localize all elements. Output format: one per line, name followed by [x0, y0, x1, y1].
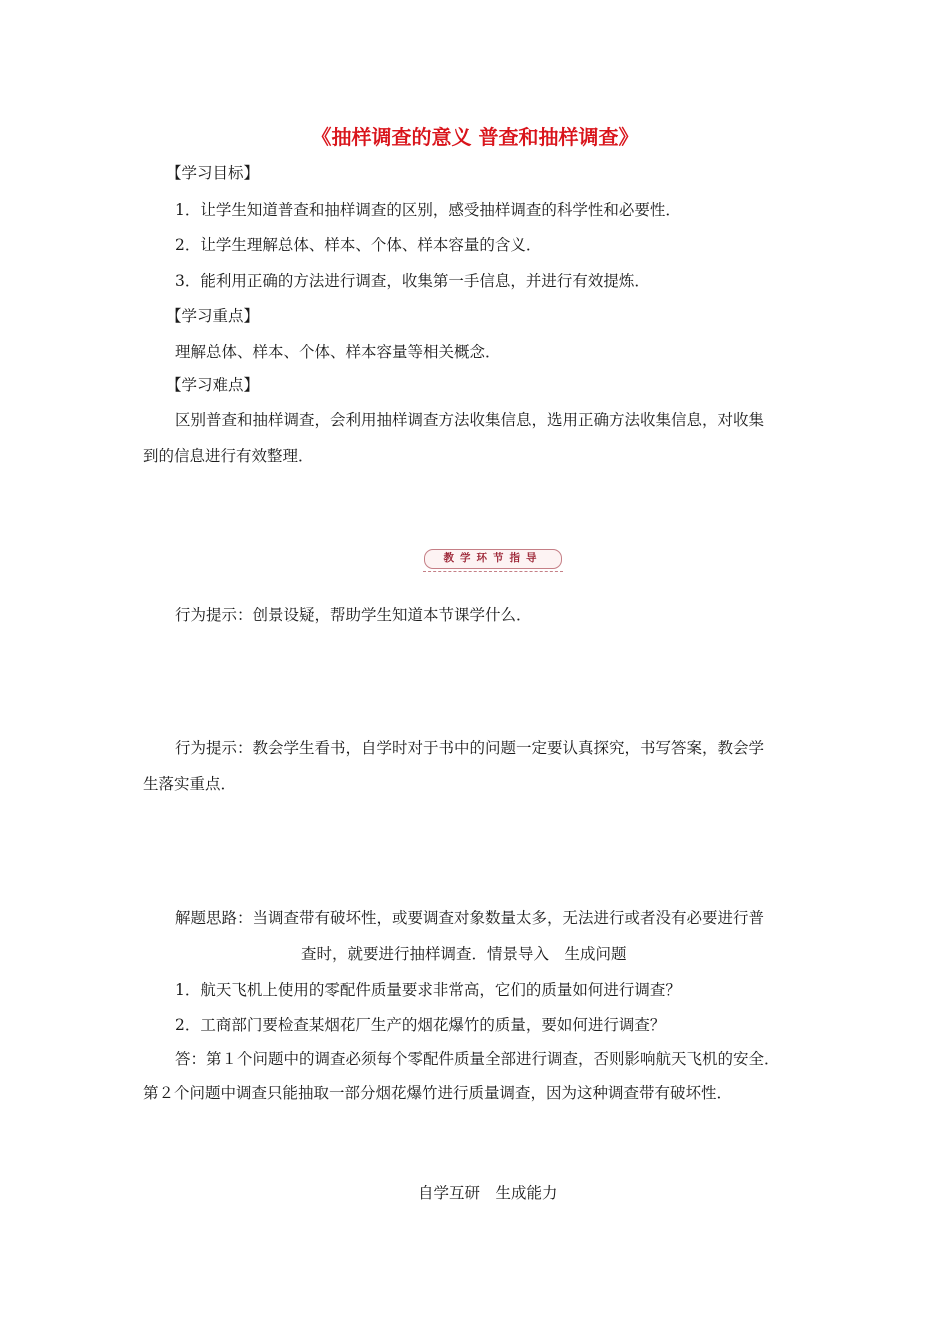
question-item-1: 1．航天飞机上使用的零配件质量要求非常高，它们的质量如何进行调查？ [175, 981, 681, 999]
keypoint-heading: 【学习重点】 [166, 307, 260, 325]
behavior-hint-1: 行为提示：创景设疑，帮助学生知道本节课学什么． [175, 606, 532, 624]
objective-item-1: 1．让学生知道普查和抽样调查的区别，感受抽样调查的科学性和必要性． [175, 201, 681, 219]
behavior-hint-2-line2: 生落实重点． [143, 775, 237, 793]
objectives-heading: 【学习目标】 [166, 164, 260, 182]
objective-item-3: 3．能利用正确的方法进行调查，收集第一手信息，并进行有效提炼． [175, 272, 650, 290]
difficulty-text-line2: 到的信息进行有效整理． [143, 447, 314, 465]
objective-item-2: 2．让学生理解总体、样本、个体、样本容量的含义． [175, 236, 542, 254]
difficulty-text-line1: 区别普查和抽样调查，会利用抽样调查方法收集信息，选用正确方法收集信息，对收集 [175, 411, 765, 429]
banner-label: 教学环节指导 [443, 552, 543, 564]
solution-thinking-line2: 查时，就要进行抽样调查．情景导入 生成问题 [301, 945, 627, 963]
solution-thinking-line1: 解题思路：当调查带有破坏性，或要调查对象数量太多，无法进行或者没有必要进行普 [175, 909, 765, 927]
difficulty-heading: 【学习难点】 [166, 376, 260, 394]
question-item-2: 2．工商部门要检查某烟花厂生产的烟花爆竹的质量，要如何进行调查？ [175, 1016, 666, 1034]
answer-text-line2: 第２个问题中调查只能抽取一部分烟花爆竹进行质量调查，因为这种调查带有破坏性． [143, 1084, 733, 1102]
teaching-guide-banner [421, 546, 565, 574]
behavior-hint-2-line1: 行为提示：教会学生看书，自学时对于书中的问题一定要认真探究，书写答案，教会学 [175, 739, 765, 757]
keypoint-text: 理解总体、样本、个体、样本容量等相关概念． [175, 343, 501, 361]
answer-text-line1: 答：第１个问题中的调查必须每个零配件质量全部进行调查，否则影响航天飞机的安全． [175, 1050, 780, 1068]
banner-dashed-rule [423, 571, 563, 572]
page-title: 《抽样调查的意义 普查和抽样调查》 [311, 125, 639, 149]
section-heading-self-study: 自学互研 生成能力 [418, 1184, 558, 1202]
